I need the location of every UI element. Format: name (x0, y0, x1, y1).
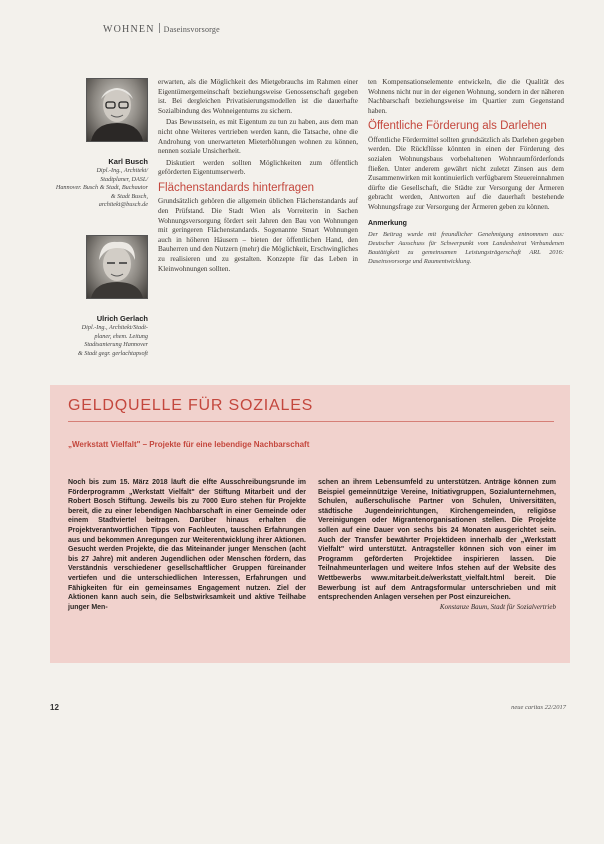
author-name: Ulrich Gerlach (96, 314, 148, 323)
bio-email: architekt@busch.de (98, 201, 148, 209)
box-subtitle: „Werkstatt Vielfalt" – Projekte für eine lebendige Nachbarschaft (68, 440, 310, 449)
author-photo-busch (86, 78, 148, 142)
box-title: GELDQUELLE FÜR SOZIALES (68, 397, 314, 414)
bio-line: planer, ehem. Leitung (94, 332, 148, 340)
paragraph: Grundsätzlich gehören die allgemein üblichen Flächenstandards auf den Prüfstand. Die Stadt Wien als Vorreiterin in Sachen Wohnungsversorgung fördert seit Jahren den Bau von Wohnungen mit geringeren Flächenstandards. Sogenannte Smart Wohnungen auch in höheren Häusern – bieten der öffentlichen Hand, den Bauherren und den Nutzern (mehr) die Möglichkeit, Erschwingliches zu realisieren und zu gestalten. Konzepte für das Leben in Kleinwohnungen sollten. (158, 197, 358, 273)
paragraph: ten Kompensationselemente entwickeln, die die Qualität des Wohnens nicht nur in der eigenen Wohnung, sondern in der näheren Nachbarschaft beziehungsweise im Quartier zum Gegenstand haben. (368, 78, 564, 115)
bio-line: Hannover. Busch & Stadt, Buchautor (55, 184, 148, 192)
author-photo-gerlach (86, 235, 148, 299)
header-divider (159, 23, 160, 33)
box-divider (68, 421, 554, 422)
author-bio-busch (40, 158, 148, 209)
portrait-icon (87, 79, 147, 141)
portrait-icon (87, 236, 147, 298)
box-text: Noch bis zum 15. März 2018 läuft die elfte Ausschreibungsrunde im Förderprogramm „Werkstatt Vielfalt" der Stiftung Mitarbeit und der Robert Bosch Stiftung. Jeweils bis zu 7000 Euro stehen für Projekte bereit, die zu einer lebendigen Nachbarschaft in einer Gemeinde oder einem Stadtviertel beitragen. Darüber hinaus erhalten die Projektverantwortlichen Tipps von Fachleuten, tauschen Erfahrungen aus und bekommen Anregungen zur Weiterentwicklung ihrer Aktionen. Gesucht werden Projekte, die das Miteinander junger Menschen (acht bis 27 Jahre) mit anderen Jugendlichen oder Menschen fördern, das Verständnis verschiedener gesellschaftlicher Gruppen füreinander vertiefen und die unterschiedlichen Interessen, Erfahrungen und Fähigkeiten für ein gemeinsames Engagement nutzen. Ziel der Aktionen kann auch sein, die Selbstwirksamkeit und aktive Teilhabe junger Men- (68, 479, 306, 611)
bio-line: Stadtsanierung Hannover (84, 341, 148, 349)
paragraph: erwarten, als die Möglichkeit des Mietgebrauchs im Rahmen einer Eigentümergemeinschaft beziehungsweise Genossenschaft gegeben ist. Bei dergleichen Privatisierungsmodellen ist die dauerhafte Sozialbindung des Wohneigentums zu sichern. (158, 78, 358, 115)
note-text: Der Beitrag wurde mit freundlicher Genehmigung entnommen aus: Deutscher Ausschuss für Schwerpunkt vom Landesbeirat Verbundenen Bautätigkeit zu gemeinsamen Leistungsträgerschaft ARL 2016: Daseinsvorsorge und Raumentwicklung. (368, 231, 564, 266)
subsection-label: Daseinsvorsorge (163, 25, 220, 34)
section-heading: Öffentliche Förderung als Darlehen (368, 120, 547, 133)
author-name: Karl Busch (108, 157, 148, 166)
article-column-right (368, 78, 564, 266)
page-number: 12 (50, 703, 59, 712)
paragraph: Diskutiert werden sollten Möglichkeiten zum öffentlich geförderten Eigentumserwerb. (158, 158, 358, 177)
running-header (103, 23, 220, 35)
section-heading: Flächenstandards hinterfragen (158, 181, 314, 194)
box-signature: Konstanze Baum, Stadt für Sozialvertrieb (439, 602, 556, 611)
section-label: WOHNEN (103, 24, 155, 35)
article-column-middle (158, 78, 358, 276)
paragraph: Öffentliche Fördermittel sollten grundsätzlich als Darlehen gegeben werden. Die Rückflüsse könnten in einen der Förderung des sozialen Wohnungsbaus vorbehaltenen Wohnraumförderfonds fließen. Unter anderem gewährt nicht zuletzt Zinsen aus dem Zusammenwirken mit kontinuierlich verfügbarem Steuereinnahmen dürfte die Gesellschaft, die Städte zur Versorgung der Ärmeren gebracht werden, Antworten auf die dauerhaft bestehende Wohnungsfrage zur Versorgung der Ärmeren geben zu können. (368, 135, 564, 212)
magazine-issue: neue caritas 22/2017 (511, 704, 566, 711)
box-column-left (68, 478, 306, 612)
info-box (50, 385, 570, 663)
bio-line: Stadtplaner, DASL/ (100, 175, 148, 183)
author-bio-gerlach (40, 315, 148, 358)
bio-line: Dipl.-Ing., Architekt/Stadt- (81, 324, 148, 332)
paragraph: Das Bewusstsein, es mit Eigentum zu tun zu haben, aus dem man nicht ohne Weiteres vertrieben werden kann, die Tatsache, ohne die Androhung von unerwarteten Mieterhöhungen wohnen zu können, nennen soziale Unsicherheit. (158, 118, 358, 156)
box-text: schen an ihrem Lebensumfeld zu unterstützen. Anträge können zum Beispiel gemeinnützige Vereine, Initiativgruppen, Sozialunternehmen, Schulen, außerschulische Partner von Schulen, Universitäten, städtische Jugendeinrichtungen, Kirchengemeinden, religiöse Vereinigungen oder Migrantenorganisationen stellen. Die Projekte sollen auf eine Dauer von sechs bis 24 Monaten ausgerichtet sein. Auch der Transfer bewährter Projektideen innerhalb der „Werkstatt Vielfalt" wird unterstützt. Antragsteller können sich von einer im Programm geförderten Projektidee inspirieren lassen. Die Teilnahmeunterlagen und weitere Infos stehen auf der Website des Wettbewerbs www.mitarbeit.de/werkstatt_vielfalt.html bereit. Die Bewerbung ist auf dem Antragsformular unterschrieben und mit entsprechenden Anlagen versehen per Post einzureichen. (318, 479, 556, 602)
box-column-right (318, 478, 556, 612)
bio-line: & Stadt gegr. gerlachtapsoft (77, 349, 148, 357)
bio-line: Dipl.-Ing., Architekt/ (96, 167, 148, 175)
note-heading: Anmerkung (368, 219, 407, 227)
bio-line: & Stadt Busch, (110, 192, 148, 200)
